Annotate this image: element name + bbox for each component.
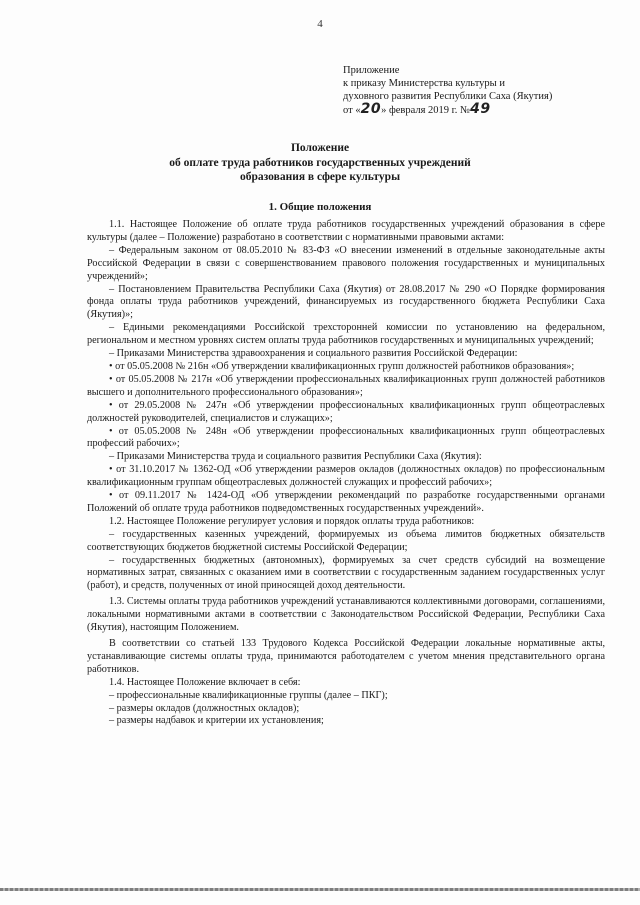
list-item: – размеры надбавок и критерии их установления; bbox=[109, 715, 324, 727]
list-item: – профессиональные квалификационные группы (далее – ПКГ); bbox=[109, 689, 388, 701]
list-item: • от 05.05.2008 № 216н «Об утверждении квалификационных групп должностей работников образования»; bbox=[109, 360, 575, 372]
handwritten-order-number: 49 bbox=[470, 101, 491, 117]
paragraph: – Федеральным законом от 08.05.2010 № 83-ФЗ «О внесении изменений в отдельные законодательные акты Российской Федерации в связи с совершенствованием правового положения государственных и муниципальных учреждений»; bbox=[87, 244, 605, 282]
date-prefix: от « bbox=[343, 105, 361, 116]
paragraph: 1.3. Системы оплаты труда работников учреждений устанавливаются коллективными договорами, соглашениями, локальными нормативными актами в соответствии с Законодательством Российской Федерации, Республики Саха (Якутия), настоящим Положением. bbox=[87, 596, 605, 634]
title-line-1: Положение bbox=[290, 142, 350, 154]
paragraph: 1.2. Настоящее Положение регулирует условия и порядок оплаты труда работников: bbox=[109, 515, 475, 527]
title-line-3: образования в сфере культуры bbox=[239, 171, 401, 183]
appendix-header bbox=[343, 64, 603, 117]
handwritten-day: 20 bbox=[360, 101, 382, 117]
section-heading: 1. Общие положения bbox=[268, 201, 372, 213]
paragraph: – Едиными рекомендациями Российской трехсторонней комиссии по установлению на федеральном, региональном и местном уровнях систем оплаты труда работников государственных и муниципальных учреждений; bbox=[87, 322, 605, 347]
appendix-line-3: духовного развития Республики Саха (Якутия) bbox=[343, 91, 553, 102]
page-number: 4 bbox=[317, 18, 323, 30]
list-item: • от 09.11.2017 № 1424-ОД «Об утверждении рекомендаций по разработке государственными органами Положений об оплате труда работников подведомственных государственных учреждений». bbox=[87, 490, 605, 514]
paragraph: 1.4. Настоящее Положение включает в себя: bbox=[109, 676, 301, 688]
paragraph: – Приказами Министерства здравоохранения и социального развития Российской Федерации: bbox=[109, 348, 518, 360]
appendix-date-line bbox=[343, 103, 603, 117]
document-title bbox=[0, 141, 640, 185]
title-line-2: об оплате труда работников государственных учреждений bbox=[169, 156, 471, 169]
scan-bottom-edge bbox=[0, 888, 640, 891]
paragraph: – государственных бюджетных (автономных), формируемых за счет средств субсидий на возмещение нормативных затрат, связанных с оказанием ими в соответствии с государственным заданием государственных услуг (работ), и средств, полученных от иной приносящей доход деятельности. bbox=[87, 554, 605, 592]
list-item: • от 29.05.2008 № 247н «Об утверждении профессиональных квалификационных групп общеотраслевых должностей руководителей, специалистов и служащих»; bbox=[87, 399, 605, 424]
list-item: • от 05.05.2008 № 248н «Об утверждении профессиональных квалификационных групп общеотраслевых профессий рабочих»; bbox=[87, 425, 605, 450]
appendix-line-1: Приложение bbox=[343, 65, 400, 76]
appendix-line-2: к приказу Министерства культуры и bbox=[343, 78, 505, 89]
document-body bbox=[87, 219, 605, 728]
date-middle: » февраля 2019 г. № bbox=[381, 105, 471, 116]
paragraph: – государственных казенных учреждений, формируемых из объема лимитов бюджетных обязательств соответствующих бюджетов бюджетной системы Российской Федерации; bbox=[87, 528, 605, 553]
paragraph: – Постановлением Правительства Республики Саха (Якутия) от 28.08.2017 № 290 «О Порядке формирования фонда оплаты труда работников учреждений, финансируемых из государственного бюджета Республики Саха (Якутия)»; bbox=[87, 283, 605, 321]
list-item: • от 31.10.2017 № 1362-ОД «Об утверждении размеров окладов (должностных окладов) по профессиональным квалификационным группам общеотраслевых должностей служащих и профессий рабочих»; bbox=[87, 464, 605, 489]
paragraph: В соответствии со статьей 133 Трудового Кодекса Российской Федерации локальные нормативные акты, устанавливающие системы оплаты труда, принимаются работодателем с учетом мнения представительного органа работников. bbox=[87, 638, 605, 675]
list-item: – размеры окладов (должностных окладов); bbox=[109, 702, 300, 714]
list-item: • от 05.05.2008 № 217н «Об утверждении профессиональных квалификационных групп должностей работников высшего и дополнительного профессионального образования»; bbox=[87, 373, 605, 398]
paragraph: 1.1. Настоящее Положение об оплате труда работников государственных учреждений образования в сфере культуры (далее – Положение) разработано в соответствии с нормативными правовыми актами: bbox=[87, 219, 605, 243]
paragraph: – Приказами Министерства труда и социального развития Республики Саха (Якутия): bbox=[109, 451, 482, 463]
